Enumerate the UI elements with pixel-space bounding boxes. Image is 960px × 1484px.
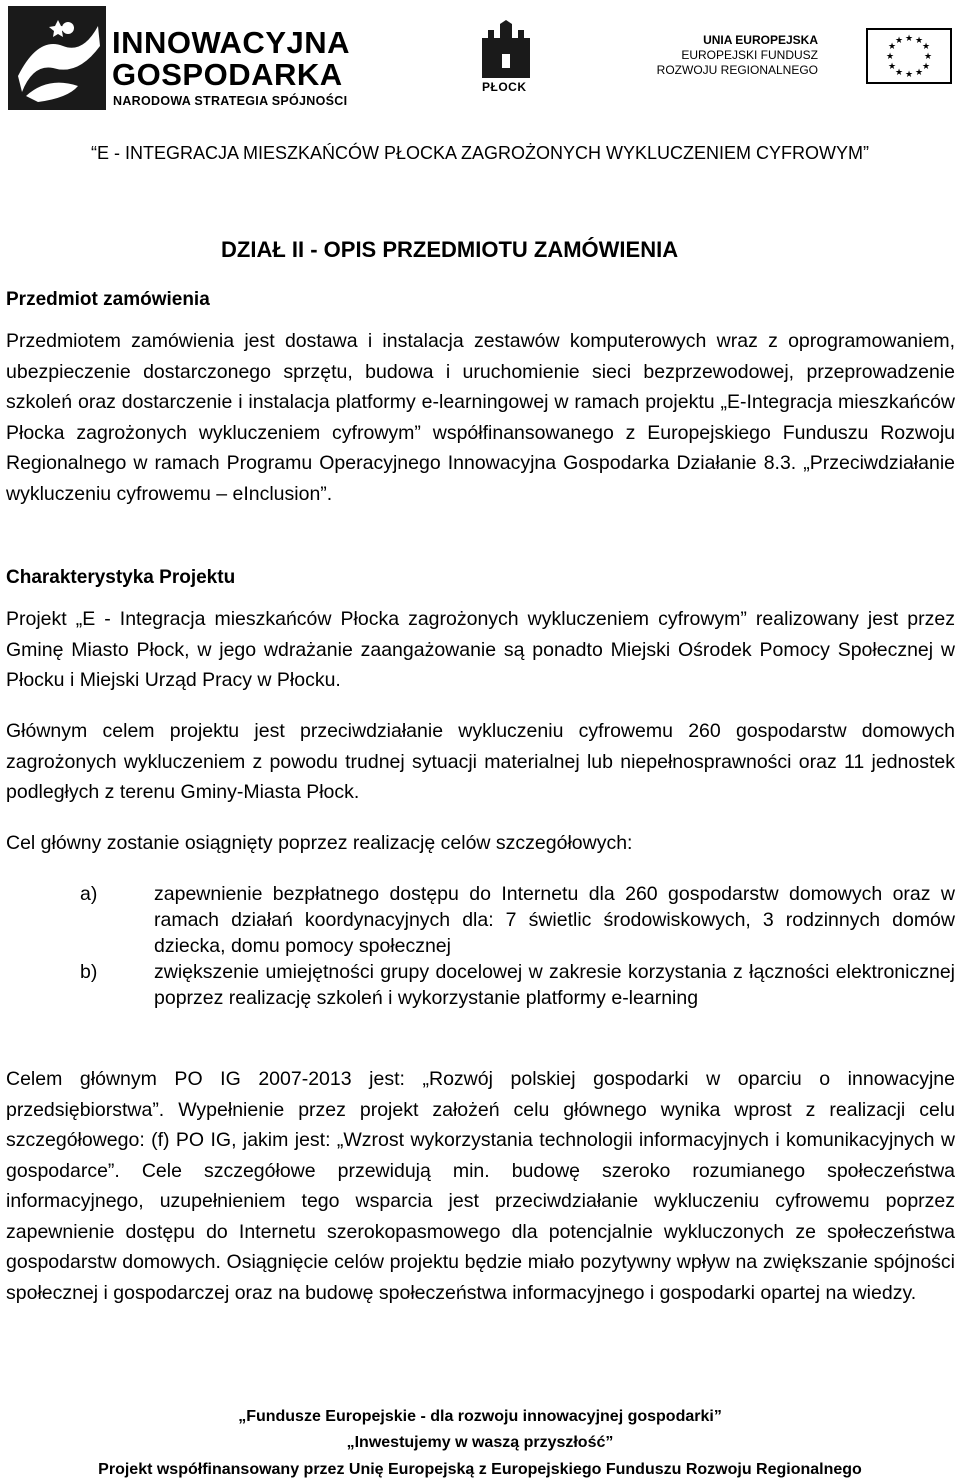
svg-text:★: ★	[894, 36, 904, 46]
project-paragraph-3: Cel główny zostanie osiągnięty poprzez realizację celów szczegółowych:	[6, 832, 633, 854]
eu-flag-icon	[866, 28, 952, 84]
project-paragraph-2: Głównym celem projektu jest przeciwdziałanie wykluczeniu cyfrowemu 260 gospodarstw domowych zagrożonych wykluczeniem z powodu trudnej sytuacji materialnej lub niepełnosprawności oraz 11 jednostek podległych z terenu Gminy-Miasta Płock.	[6, 720, 955, 803]
list-item	[80, 959, 955, 1011]
innowacyjna-gospodarka-emblem-icon	[8, 6, 106, 110]
svg-text:★: ★	[885, 52, 895, 62]
plock-logo	[470, 20, 540, 100]
svg-text:★: ★	[923, 52, 933, 62]
eu-line-fundusz: EUROPEJSKI FUNDUSZ	[681, 48, 818, 62]
svg-text:★: ★	[894, 68, 904, 78]
svg-text:★: ★	[914, 36, 924, 46]
svg-text:★: ★	[921, 62, 931, 72]
innowacyjna-gospodarka-logo	[8, 6, 358, 110]
list-text: zapewnienie bezpłatnego dostępu do Internetu dla 260 gospodarstw domowych oraz w ramach działań koordynacyjnych dla: 7 świetlic środowiskowych, 3 rodzinnych domów dziecka, domu pomocy społecznej	[154, 883, 955, 957]
list-marker: a)	[80, 883, 98, 905]
logo-line-strategia: NARODOWA STRATEGIA SPÓJNOŚCI	[113, 94, 348, 108]
project-title: “E - INTEGRACJA MIESZKAŃCÓW PŁOCKA ZAGROŻONYCH WYKLUCZENIEM CYFROWYM”	[90, 143, 870, 163]
footer-line-2: „Inwestujemy w waszą przyszłość”	[346, 1434, 614, 1451]
plock-castle-icon	[470, 20, 540, 78]
svg-text:★: ★	[914, 68, 924, 78]
eu-line-rozwoju: ROZWOJU REGIONALNEGO	[656, 63, 818, 77]
goals-list	[80, 881, 955, 1011]
list-marker: b)	[80, 961, 98, 983]
plock-caption: PŁOCK	[482, 80, 527, 94]
svg-text:★: ★	[921, 42, 931, 52]
logo-line-gospodarka: GOSPODARKA	[112, 57, 343, 92]
logo-line-innowacyjna: INNOWACYJNA	[112, 25, 351, 60]
list-text: zwiększenie umiejętności grupy docelowej w zakresie korzystania z łączności elektronicznej poprzez realizację szkoleń i wykorzystanie platformy e-learning	[154, 961, 955, 1009]
footer-line-1: „Fundusze Europejskie - dla rozwoju innowacyjnej gospodarki”	[238, 1408, 722, 1425]
section-heading: DZIAŁ II - OPIS PRZEDMIOTU ZAMÓWIENIA	[221, 237, 679, 262]
project-paragraph-4: Celem głównym PO IG 2007-2013 jest: „Rozwój polskiej gospodarki w oparciu o innowacyjne przedsiębiorstwa”. Wypełnienie przez projekt założeń celu głównego wynika wprost z realizacji celu szczegółowego: (f) PO IG, jakim jest: „Wzrost wykorzystania technologii informacyjnych i komunikacyjnych w gospodarce”. Cele szczegółowe przewidują min. budowę szeroko rozumianego społeczeństwa informacyjnego, uzupełnieniem tego wsparcia jest przeciwdziałanie wykluczeniu cyfrowemu poprzez zapewnienie dostępu do Internetu szerokopasmowego dla potencjalnie wykluczonych ze społeczeństwa gospodarstw domowych. Osiągnięcie celów projektu będzie miało pozytywny wpływ na zwiększanie spójności społecznej i gospodarczej oraz na budowę społeczeństwa informacyjnego i gospodarki opartej na wiedzy.	[6, 1068, 955, 1304]
svg-text:★: ★	[904, 70, 914, 80]
footer-line-3: Projekt współfinansowany przez Unię Europejską z Europejskiego Funduszu Rozwoju Regionalnego	[98, 1461, 862, 1478]
project-heading: Charakterystyka Projektu	[6, 567, 236, 588]
subject-paragraph: Przedmiotem zamówienia jest dostawa i instalacja zestawów komputerowych wraz z oprogramowaniem, ubezpieczenie dostarczonego sprzętu, budowa i uruchomienie sieci bezprzewodowej, przeprowadzenie szkoleń oraz dostarczenie i instalacja platformy e-learningowej w ramach projektu „E-Integracja mieszkańców Płocka zagrożonych wykluczeniem cyfrowym” współfinansowanego z Europejskiego Funduszu Rozwoju Regionalnego w ramach Programu Operacyjnego Innowacyjna Gospodarka Działanie 8.3. „Przeciwdziałanie wykluczeniu cyfrowemu – eInclusion”.	[6, 330, 955, 505]
list-item	[80, 881, 955, 959]
svg-text:★: ★	[887, 62, 897, 72]
eu-line-unia: UNIA EUROPEJSKA	[703, 33, 818, 47]
subject-heading: Przedmiot zamówienia	[6, 289, 210, 310]
svg-text:★: ★	[887, 42, 897, 52]
svg-text:★: ★	[904, 34, 914, 44]
project-paragraph-1: Projekt „E - Integracja mieszkańców Płocka zagrożonych wykluczeniem cyfrowym” realizowany jest przez Gminę Miasto Płock, w jego wdrażanie zaangażowanie są ponadto Miejski Ośrodek Pomocy Społecznej w Płocku i Miejski Urząd Pracy w Płocku.	[6, 608, 955, 691]
eu-logo	[656, 28, 956, 88]
